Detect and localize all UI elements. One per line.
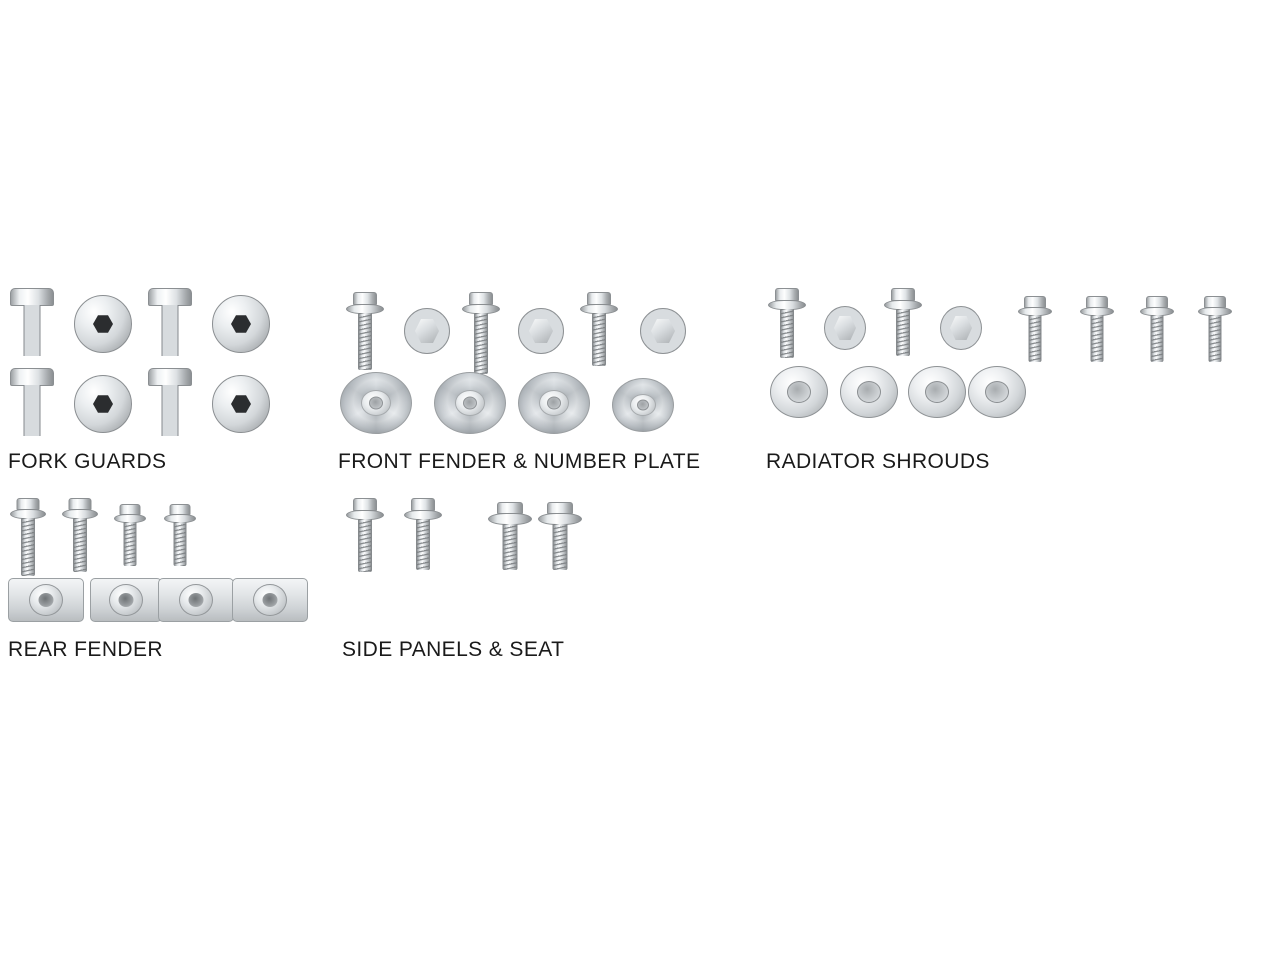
bolt-shank (780, 309, 794, 358)
group-label-fork-guards: FORK GUARDS (8, 450, 167, 473)
nut-plate-hole (263, 593, 278, 607)
grommet-hole (857, 381, 881, 403)
screw-head (10, 288, 54, 306)
bolt-shank (896, 309, 910, 356)
shroud-serrated-flange-bolt (824, 306, 866, 350)
shroud-grommet-washer (968, 366, 1026, 418)
fork-guard-hex-socket-disc (212, 295, 270, 353)
fork-guard-hex-socket-disc (212, 375, 270, 433)
hex-head (834, 315, 856, 341)
screw-head (148, 288, 192, 306)
shroud-serrated-flange-bolt (940, 306, 982, 350)
front-fender-serrated-flange-bolt (404, 308, 450, 354)
screw-shank (24, 385, 41, 436)
shroud-flange-bolt (1140, 296, 1174, 362)
hex-socket (93, 394, 113, 414)
rear-fender-nut-plate (8, 578, 84, 622)
cone-hole (637, 400, 649, 411)
shroud-flange-bolt (1080, 296, 1114, 362)
side-panel-flange-bolt (488, 502, 532, 570)
hex-head (415, 318, 439, 344)
rear-fender-flange-bolt (10, 498, 46, 576)
group-label-radiator-shrouds: RADIATOR SHROUDS (766, 450, 990, 473)
cone-hole (369, 397, 383, 410)
rear-fender-flange-bolt (114, 504, 146, 566)
hex-head (529, 318, 553, 344)
hex-head (651, 318, 675, 344)
side-panel-flange-bolt (538, 502, 582, 570)
front-fender-cone-washer (612, 378, 674, 432)
bolt-shank (1029, 315, 1042, 362)
rear-fender-nut-plate (232, 578, 308, 622)
screw-shank (162, 385, 179, 436)
fork-guard-flat-head-screw (10, 368, 54, 436)
front-fender-cone-washer (340, 372, 412, 434)
bolt-shank (474, 313, 488, 374)
fork-guard-flat-head-screw (148, 288, 192, 356)
group-label-rear-fender: REAR FENDER (8, 638, 163, 661)
screw-head (10, 368, 54, 386)
fork-guard-hex-socket-disc (74, 375, 132, 433)
screw-shank (162, 305, 179, 356)
side-panel-flange-bolt (404, 498, 442, 570)
shroud-grommet-washer (770, 366, 828, 418)
front-fender-serrated-flange-bolt (640, 308, 686, 354)
fork-guard-flat-head-screw (10, 288, 54, 356)
nut-plate-hole (119, 593, 134, 607)
hex-socket (231, 314, 251, 334)
front-fender-serrated-flange-bolt (518, 308, 564, 354)
nut-plate-hole (189, 593, 204, 607)
bolt-shank (21, 518, 35, 576)
grommet-hole (787, 381, 811, 403)
front-fender-cone-washer (434, 372, 506, 434)
bolt-shank (358, 313, 372, 370)
shroud-flange-bolt (884, 288, 922, 356)
front-fender-flange-bolt (346, 292, 384, 370)
shroud-flange-bolt (1018, 296, 1052, 362)
fork-guard-flat-head-screw (148, 368, 192, 436)
cone-hole (547, 397, 561, 410)
bolt-shank (416, 519, 430, 570)
rear-fender-flange-bolt (164, 504, 196, 566)
front-fender-flange-bolt (462, 292, 500, 374)
bolt-shank (1209, 315, 1222, 362)
shroud-grommet-washer (840, 366, 898, 418)
group-label-front-fender-number-plate: FRONT FENDER & NUMBER PLATE (338, 450, 701, 473)
shroud-flange-bolt (1198, 296, 1232, 362)
bolt-shank (73, 518, 87, 572)
screw-head (148, 368, 192, 386)
rear-fender-nut-plate (158, 578, 234, 622)
front-fender-flange-bolt (580, 292, 618, 366)
shroud-grommet-washer (908, 366, 966, 418)
bolt-shank (1091, 315, 1104, 362)
grommet-hole (985, 381, 1009, 403)
bolt-shank (358, 519, 372, 572)
front-fender-cone-washer (518, 372, 590, 434)
hex-head (950, 315, 972, 341)
grommet-hole (925, 381, 949, 403)
fork-guard-hex-socket-disc (74, 295, 132, 353)
hex-socket (231, 394, 251, 414)
bolt-shank (124, 522, 137, 566)
bolt-shank (174, 522, 187, 566)
hex-socket (93, 314, 113, 334)
bolt-shank (592, 313, 606, 366)
bolt-shank (503, 524, 518, 570)
bolt-shank (553, 524, 568, 570)
rear-fender-flange-bolt (62, 498, 98, 572)
bolt-shank (1151, 315, 1164, 362)
side-panel-flange-bolt (346, 498, 384, 572)
group-label-side-panels-seat: SIDE PANELS & SEAT (342, 638, 565, 661)
cone-hole (463, 397, 477, 410)
shroud-flange-bolt (768, 288, 806, 358)
screw-shank (24, 305, 41, 356)
rear-fender-nut-plate (90, 578, 162, 622)
nut-plate-hole (39, 593, 54, 607)
